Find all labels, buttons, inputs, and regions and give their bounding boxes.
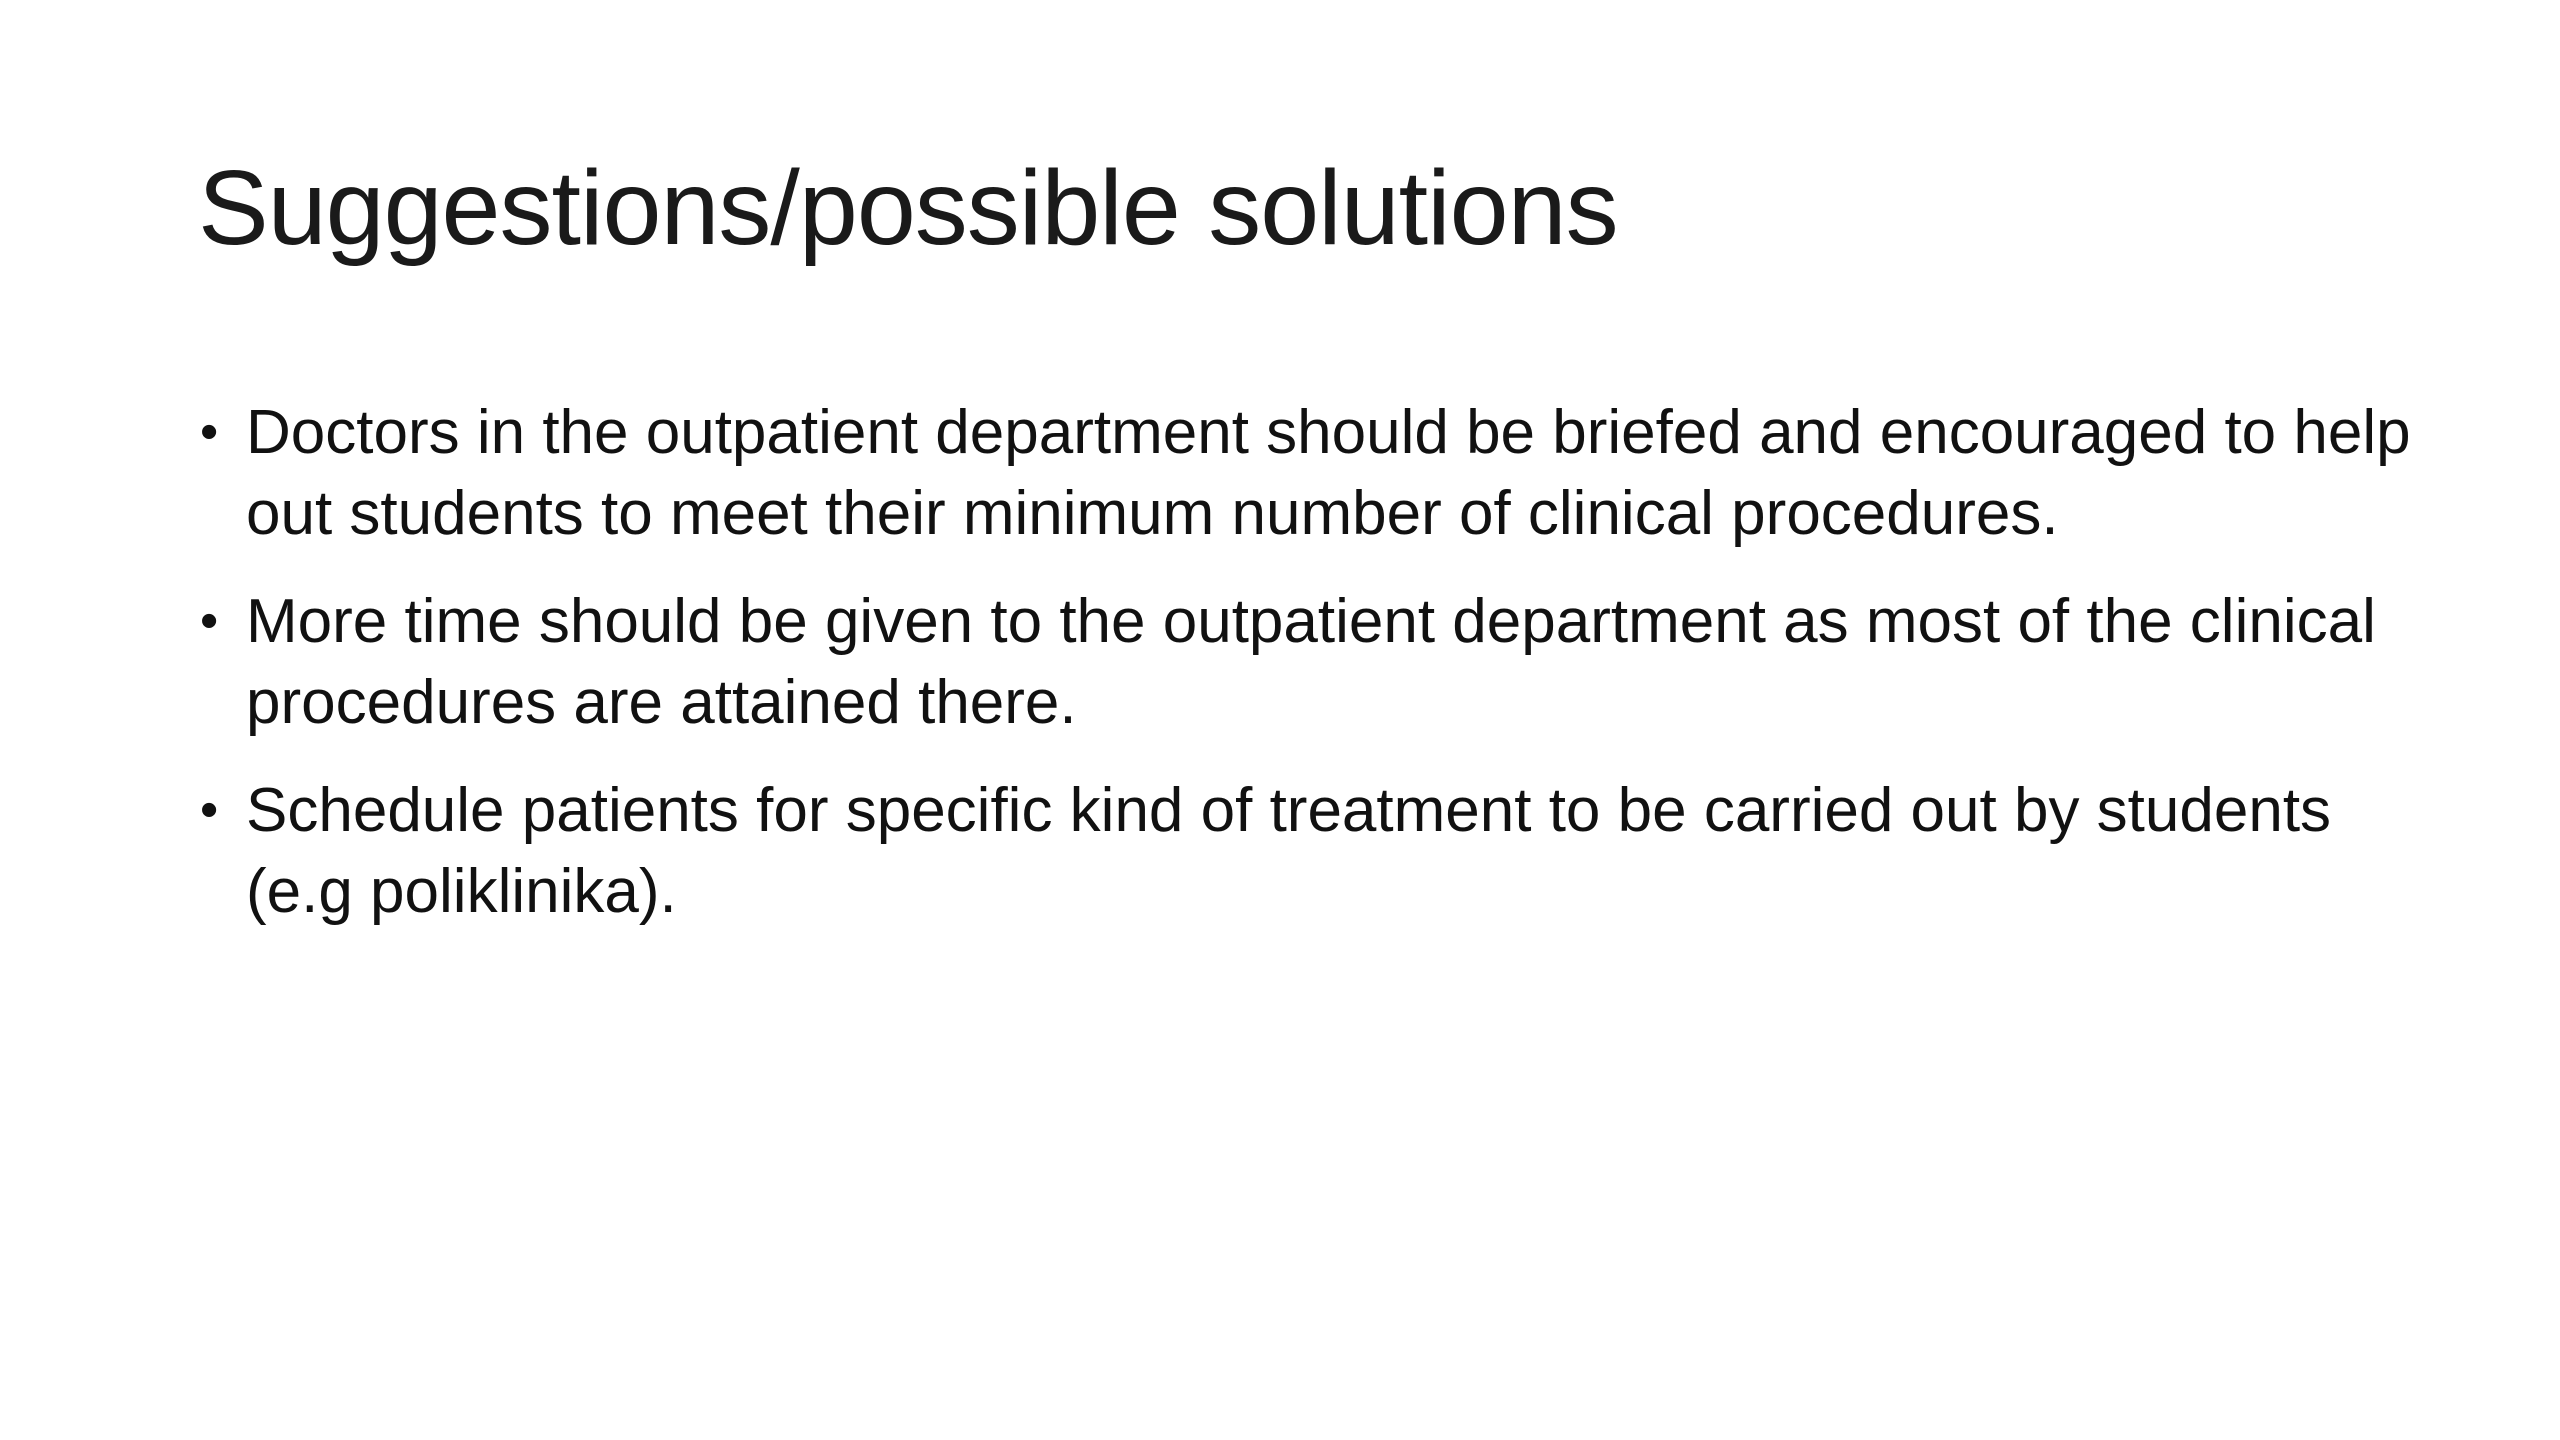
- bullet-dot-icon: •: [200, 592, 219, 650]
- bullet-item-more-time: [198, 581, 2428, 743]
- slide-title: Suggestions/possible solutions: [198, 149, 1618, 267]
- bullet-list: [198, 392, 2428, 959]
- bullet-dot-icon: •: [200, 403, 219, 461]
- bullet-item-briefing: [198, 392, 2428, 554]
- bullet-text: More time should be given to the outpatient department as most of the clinical procedures are attained there.: [246, 587, 2376, 737]
- bullet-item-schedule: [198, 770, 2428, 932]
- bullet-text: Schedule patients for specific kind of treatment to be carried out by students (e.g poliklinika).: [246, 776, 2332, 926]
- bullet-text: Doctors in the outpatient department should be briefed and encouraged to help out students to meet their minimum number of clinical procedures.: [246, 398, 2411, 548]
- bullet-dot-icon: •: [200, 781, 219, 839]
